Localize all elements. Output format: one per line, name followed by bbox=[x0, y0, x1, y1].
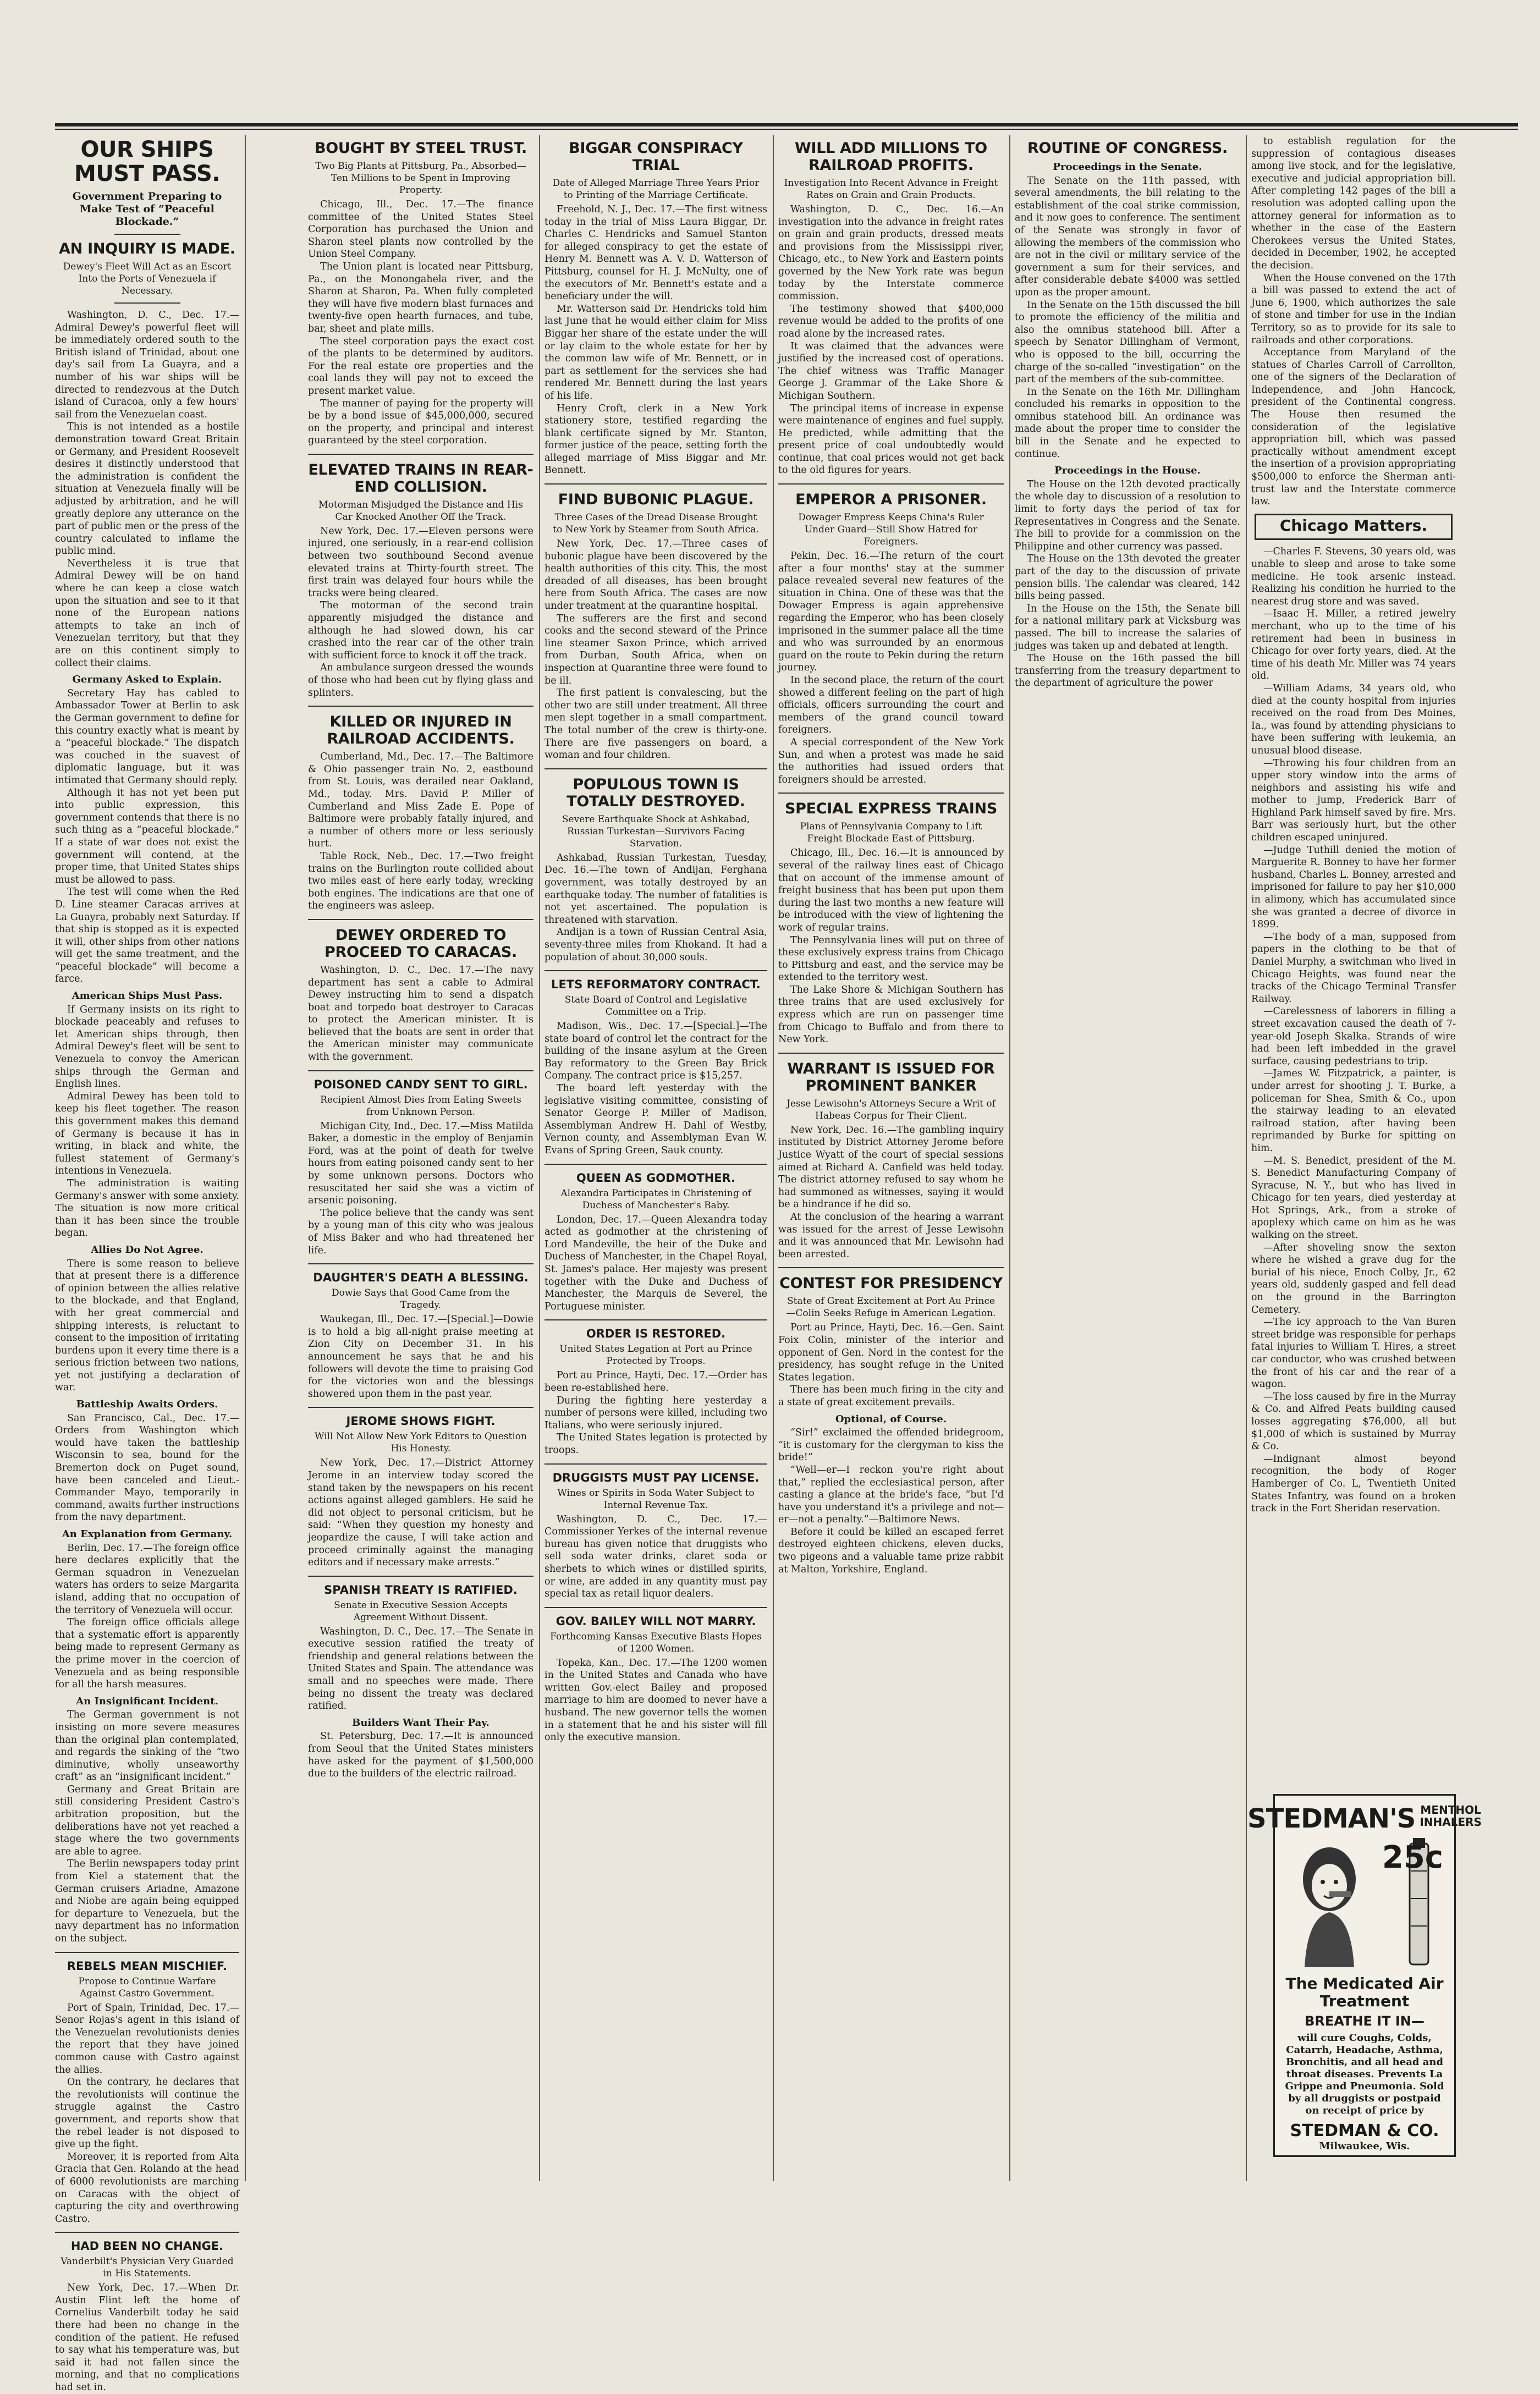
paragraph: If Germany insists on its right to blockade peaceably and refuses to let American ships through, then Admiral Dewey's fleet will be sent to Venezuela to convoy the American ships through the German and English lines. bbox=[55, 1004, 239, 1090]
subhead: Recipient Almost Dies from Eating Sweets from Unknown Person. bbox=[320, 1094, 521, 1118]
section-head: Builders Want Their Pay. bbox=[352, 1716, 490, 1729]
paragraph: Washington, D. C., Dec. 16.—An investigation into the advance in freight rates on grain and grain products, dressed meats and provisions from the Mississippi river, Chicago, etc., to New York and Eastern points governed by the New York rate was begun today by the Interstate commerce commission. bbox=[778, 204, 1004, 302]
paragraph: The Pennsylvania lines will put on three of these exclusively express trains from Chicago to Pittsburg and east, and the service may be extended to the territory west. bbox=[778, 934, 1004, 983]
paragraph: The steel corporation pays the exact cost of the plants to be determined by auditors. For the real estate ore properties and the coal lands they will pay not to exceed the present market value. bbox=[308, 335, 534, 397]
subhead: Forthcoming Kansas Executive Blasts Hopes of 1200 Women. bbox=[550, 1631, 762, 1654]
paragraph: Port of Spain, Trinidad, Dec. 17.—Senor Rojas's agent in this island of the Venezuelan revolutionists denies the report that they have joined common cause with Castro against the allies. bbox=[55, 2002, 239, 2076]
paragraph: New York, Dec. 17.—District Attorney Jerome in an interview today scored the stand taken by the newspapers on his recent actions against alleged gamblers. He said he did not object to personal criticism, but he said: “When they question my honesty and jeopardize the cause, I will take action and proceed criminally against the managing editors and if necessary make arrests.” bbox=[308, 1457, 534, 1569]
paragraph: Chicago, Ill., Dec. 16.—It is announced by several of the railway lines east of Chicago that on account of the immense amount of freight business that has been put upon them during the last two months a new feature will be introduced with the view of lightening the work of regular trains. bbox=[778, 847, 1004, 933]
headline: WARRANT IS ISSUED FOR PROMINENT BANKER bbox=[787, 1060, 995, 1094]
rule bbox=[544, 1164, 767, 1165]
paragraph: Washington, D. C., Dec. 17.—Commissioner Yerkes of the internal revenue bureau has given notice that druggists who sell soda water drinks, claret soda or sherbets to which wines or distilled spirits, or wine, are added in any quantity must pay special tax as retail liquor dealers. bbox=[544, 1514, 767, 1600]
paragraph: “Well—er—I reckon you're right about that,” replied the ecclesiastical person, after casting a glance at the bride's face, “but I'd have you understand it's a privilege and not—er—not a penalty.”—Baltimore News. bbox=[778, 1464, 1004, 1526]
paragraph: Topeka, Kan., Dec. 17.—The 1200 women in the United States and Canada who have written Gov.-elect Bailey and proposed marriage to him are doomed to never have a husband. The new governor tells the women in a statement that he and his sister will fill only the executive mansion. bbox=[544, 1657, 767, 1743]
subhead: Jesse Lewisohn's Attorneys Secure a Writ of Habeas Corpus for Their Client. bbox=[787, 1098, 996, 1121]
paragraph: On the contrary, he declares that the revolutionists will continue the struggle against the Castro government, and reports show that the rebel leader is not disposed to give up the fight. bbox=[55, 2077, 239, 2150]
paragraph: Although it has not yet been put into public expression, this government contends that there is no such thing as a “peaceful blockade.” If a state of war does not exist the government will contend, at the proper time, that United States ships must be allowed to pass. bbox=[55, 787, 239, 885]
paragraph: During the fighting here yesterday a number of persons were killed, including two Italians, who were seriously injured. bbox=[544, 1395, 767, 1431]
woman-illustration-icon bbox=[1291, 1841, 1368, 1967]
paragraph: In the Senate on the 16th Mr. Dillingham concluded his remarks in opposition to the omnibus statehood bill. An ordinance was made about the proper time to consider the bill in the Senate and he expected to continue. bbox=[1015, 386, 1240, 460]
headline: WILL ADD MILLIONS TO RAILROAD PROFITS. bbox=[795, 140, 987, 174]
paragraph: When the House convened on the 17th a bill was passed to extend the act of June 6, 1900, which authorizes the sale of stone and timber for use in the Indian Territory, so as to provide for its sale to railroads and other corporations. bbox=[1251, 272, 1456, 346]
paragraph: The House on the 16th passed the bill transferring from the treasury department to the department of agriculture the power bbox=[1015, 653, 1240, 689]
deck: Government Preparing to Make Test of “Peaceful Blockade.” bbox=[72, 190, 222, 228]
headline: OUR SHIPS MUST PASS. bbox=[74, 137, 220, 186]
paragraph: This is not intended as a hostile demonstration toward Great Britain or Germany, and President Roosevelt desires it distinctly understood that the administration is confident the situation at Venezuela finally will be adjusted by arbitration, and he will greatly deplore any utterance on the part of public men or the press of the country calculated to inflame the public mind. bbox=[55, 421, 239, 557]
headline: DRUGGISTS MUST PAY LICENSE. bbox=[552, 1471, 760, 1484]
subhead: Investigation Into Recent Advance in Freight Rates on Grain and Grain Products. bbox=[784, 178, 998, 201]
paragraph: —William Adams, 34 years old, who died at the county hospital from injuries received on the road from Des Moines, Ia., was found by attending physicians to have been suffering with leukemia, an unusual blood disease. bbox=[1251, 683, 1456, 756]
headline: LETS REFORMATORY CONTRACT. bbox=[551, 978, 761, 992]
paragraph: The foreign office officials allege that a systematic effort is apparently being made to represent Germany as the prime mover in the coercion of Venezuela and as being responsible for all the harsh measures. bbox=[55, 1617, 239, 1691]
column-rule bbox=[1246, 135, 1247, 2181]
subhead: Dowager Empress Keeps China's Ruler Under Guard—Still Show Hatred for Foreigners. bbox=[798, 512, 984, 548]
headline: HAD BEEN NO CHANGE. bbox=[70, 2239, 224, 2253]
paragraph: New York, Dec. 16.—The gambling inquiry instituted by District Attorney Jerome before Justice Wyatt of the court of special sessions aimed at Richard A. Canfield was held today. The district attorney refused to say whom he had summoned as witnesses, saying it would be a hindrance if he did so. bbox=[778, 1124, 1004, 1210]
paragraph: In the House on the 15th, the Senate bill for a national military park at Vicksburg was passed. The bill to increase the salaries of judges was taken up and debated at length. bbox=[1015, 603, 1240, 652]
paragraph: Cumberland, Md., Dec. 17.—The Baltimore & Ohio passenger train No. 2, eastbound from St. Louis, was derailed near Oakland, Md., today. Mrs. David P. Miller of Cumberland and Miss Zade E. Pope of Baltimore were probably fatally injured, and a number of others more or less seriously hurt. bbox=[308, 751, 534, 850]
paragraph: San Francisco, Cal., Dec. 17.—Orders from Washington which would have taken the battleship Wisconsin to sea, bound for the Bremerton dock on Puget sound, have been canceled and Lieut.-Commander Mayo, temporarily in command, awaits further instructions from the navy department. bbox=[55, 1412, 240, 1523]
paragraph: to establish regulation for the suppression of contagious diseases among live stock, and for the legislative, executive and judicial appropriation bill. After completing 142 pages of the bill a resolution was adopted calling upon the attorney general for information as to whether in the case of the Eastern Cherokees versus the United States, decided in December, 1902, he accepted the decision. bbox=[1251, 136, 1456, 271]
paragraph: The manner of paying for the property will be by a bond issue of $45,000,000, secured on the property, and principal and interest guaranteed by the steel corporation. bbox=[308, 398, 534, 447]
paragraph: The police believe that the candy was sent by a young man of this city who was jealous of Miss Baker and who had threatened her life. bbox=[308, 1207, 534, 1256]
subhead: Propose to Continue Warfare Against Castro Government. bbox=[78, 1975, 216, 1999]
paragraph: The House on the 12th devoted practically the whole day to discussion of a resolution to limit to forty days the period of tax for Representatives in Congress and the Senate. The bill to provide for a commission on the Philippine and other currency was passed. bbox=[1015, 478, 1240, 552]
paragraph: —After shoveling snow the sexton where he wished a grave dug for the burial of his niece, Enoch Colby, Jr., 62 years old, suddenly gasped and fell dead on the ground in the Barrington Cemetery. bbox=[1251, 1242, 1456, 1316]
paragraph: —James W. Fitzpatrick, a painter, is under arrest for shooting J. T. Burke, a policeman for Shea, Smith & Co., upon the stairway leading to an elevated railroad station, after having been reprimanded by Burke for spitting on him. bbox=[1251, 1068, 1456, 1154]
paragraph: Chicago, Ill., Dec. 17.—The finance committee of the United States Steel Corporation has purchased the Union and Sharon steel plants now controlled by the Union Steel Company. bbox=[308, 199, 534, 260]
paragraph: The House on the 13th devoted the greater part of the day to the discussion of private pension bills. The calendar was cleared, 142 bills being passed. bbox=[1015, 553, 1240, 602]
paragraph: Admiral Dewey has been told to keep his fleet together. The reason this government makes this demand of Germany is because it has in writing, in black and white, the fullest statement of Germany's intentions in Venezuela. bbox=[55, 1091, 239, 1177]
headline: POPULOUS TOWN IS TOTALLY DESTROYED. bbox=[566, 775, 745, 810]
paragraph: The testimony showed that $400,000 revenue would be added to the profits of one road alone by the increased rates. bbox=[778, 303, 1004, 339]
rule bbox=[544, 768, 767, 769]
paragraph: —The body of a man, supposed from papers in the clothing to be that of Daniel Murphy, a switchman who lived in Chicago Heights, was found near the tracks of the Chicago Terminal Transfer Railway. bbox=[1251, 931, 1456, 1005]
column-rule bbox=[1009, 135, 1010, 2181]
column-rule bbox=[245, 135, 246, 2181]
section-head: Proceedings in the Senate. bbox=[1053, 161, 1202, 173]
column-rule bbox=[539, 135, 540, 2181]
headline: REBELS MEAN MISCHIEF. bbox=[67, 1959, 228, 1973]
box-title: Chicago Matters. bbox=[1279, 516, 1428, 535]
paragraph: —Throwing his four children from an upper story window into the arms of neighbors and assisting his wife and mother to jump, Frederick Barr of Highland Park himself saved by fire. Mrs. Barr was seriously hurt, but the other children escaped uninjured. bbox=[1251, 757, 1456, 844]
paragraph: The test will come when the Red D. Line steamer Caracas arrives at La Guayra, probably next Saturday. If that ship is stopped as it is expected it will, other ships from other nations will get the same treatment, and the “peaceful blockade” will become a farce. bbox=[55, 887, 239, 985]
paragraph: Moreover, it is reported from Alta Gracia that Gen. Rolando at the head of 6000 revolutionists are marching on Caracas with the object of capturing the city and overthrowing Castro. bbox=[55, 2151, 239, 2225]
subhead: Alexandra Participates in Christening of Duchess of Manchester's Baby. bbox=[560, 1187, 751, 1211]
headline: EMPEROR A PRISONER. bbox=[795, 491, 987, 509]
paragraph: In the second place, the return of the court showed a different feeling on the part of high officials, officers surrounding the court and members of the grand council toward foreigners. bbox=[778, 675, 1004, 736]
paragraph: “Sir!” exclaimed the offended bridegroom, “it is customary for the clergyman to kiss the bride!” bbox=[778, 1427, 1004, 1463]
ad-headline: The Medicated Air Treatment bbox=[1285, 1974, 1444, 2010]
headline: SPECIAL EXPRESS TRAINS bbox=[785, 800, 997, 818]
paragraph: Waukegan, Ill., Dec. 17.—[Special.]—Dowie is to hold a big all-night praise meeting at Zion City on December 31. In his announcement he says that he and his followers will devote the time to praising God for the victories won and the blessings showered upon them in the past year. bbox=[308, 1314, 534, 1400]
ad-price: 25c bbox=[1382, 1840, 1443, 1875]
rule bbox=[544, 1319, 767, 1320]
headline: POISONED CANDY SENT TO GIRL. bbox=[314, 1077, 528, 1091]
rule bbox=[544, 483, 767, 485]
section-head: Germany Asked to Explain. bbox=[72, 674, 222, 686]
column-1 bbox=[55, 135, 240, 2393]
subhead: Dewey's Fleet Will Act as an Escort Into the Ports of Venezuela if Necessary. bbox=[63, 261, 232, 296]
subhead: State Board of Control and Legislative Committee on a Trip. bbox=[564, 994, 747, 1018]
rule bbox=[778, 793, 1004, 794]
stedmans-inhaler-ad bbox=[1247, 1794, 1482, 2157]
paragraph: —Judge Tuthill denied the motion of Marguerite R. Bonney to have her former husband, Charles L. Bonney, arrested and imprisoned for failure to pay her $10,000 in alimony, which has accumulated since she was granted a decree of divorce in 1899. bbox=[1251, 844, 1456, 931]
paragraph: The board left yesterday with the legislative visiting committee, consisting of Senator George P. Miller of Madison, Assemblyman Andrew H. Dahl of Westby, Vernon county, and Assemblyman Evan W. Evans of Spring Green, Sauk county. bbox=[544, 1083, 767, 1157]
subhead: Motorman Misjudged the Distance and His Car Knocked Another Off the Track. bbox=[318, 499, 523, 522]
ad-side-top: MENTHOL bbox=[1420, 1803, 1481, 1817]
subhead: Plans of Pennsylvania Company to Lift Freight Blockade East of Pittsburg. bbox=[800, 821, 982, 845]
paragraph: Before it could be killed an escaped ferret destroyed eighteen chickens, eleven ducks, two pigeons and a valuable tame prize rabbit at Malton, Yorkshire, England. bbox=[778, 1526, 1004, 1575]
paragraph: Washington, D. C., Dec. 17.—The navy department has sent a cable to Admiral Dewey instructing him to send a dispatch boat and torpedo boat destroyer to Caracas to protect the American minister. It is believed that the boats are sent in order that the American minister may communicate with the government. bbox=[308, 964, 534, 1063]
paragraph: The sufferers are the first and second cooks and the second steward of the Prince line steamer Saxon Prince, which arrived from Durban, South Africa, when on inspection at Quarantine three were found to be ill. bbox=[544, 613, 767, 686]
paragraph: There has been much firing in the city and a state of great excitement prevails. bbox=[778, 1384, 1004, 1408]
paragraph: St. Petersburg, Dec. 17.—It is announced from Seoul that the United States ministers have asked for the payment of $1,500,000 due to the builders of the electric railroad. bbox=[308, 1731, 534, 1780]
paragraph: The United States legation is protected by troops. bbox=[544, 1432, 767, 1456]
rule bbox=[114, 234, 180, 235]
masthead-rule-thin bbox=[55, 129, 1518, 130]
chicago-matters-box bbox=[1255, 514, 1453, 541]
headline: ROUTINE OF CONGRESS. bbox=[1027, 140, 1228, 157]
section-head: Battleship Awaits Orders. bbox=[76, 1399, 218, 1411]
ad-maker: STEDMAN & CO. bbox=[1290, 2121, 1439, 2140]
rule bbox=[308, 919, 534, 920]
paragraph: —Carelessness of laborers in filling a street excavation caused the death of 7-year-old Joseph Skalka. Strands of wire had been left imbedded in the gravel surface, causing pedestrians to trip. bbox=[1251, 1006, 1456, 1067]
subhead: Two Big Plants at Pittsburg, Pa., Absorbed—Ten Millions to be Spent in Improving Property. bbox=[315, 161, 526, 196]
headline: DAUGHTER'S DEATH A BLESSING. bbox=[313, 1271, 529, 1285]
rule bbox=[544, 1463, 767, 1465]
paragraph: —Charles F. Stevens, 30 years old, was unable to sleep and arose to take some medicine. He took arsenic instead. Realizing his condition he hurried to the nearest drug store and was saved. bbox=[1251, 546, 1456, 607]
column-5 bbox=[1015, 135, 1240, 2170]
paragraph: New York, Dec. 17.—When Dr. Austin Flint left the home of Cornelius Vanderbilt today he said there had been no change in the condition of the patient. He refused to say what his temperature was, but said it had not fallen since the morning, and that no complications had set in. bbox=[55, 2282, 239, 2393]
paragraph: The principal items of increase in expense were maintenance of engines and fuel supply. He predicted, while admitting that the present price of coal undoubtedly would continue, that coal prices would not get back to the old figures for years. bbox=[778, 403, 1004, 476]
paragraph: New York, Dec. 17.—Three cases of bubonic plague have been discovered by the health authorities of this city. This, the most dreaded of all diseases, has been brought here from South Africa. The cases are now under treatment at the quarantine hospital. bbox=[544, 538, 767, 612]
paragraph: The Berlin newspapers today print from Kiel a statement that the German cruisers Ariadne, Amazone and Niobe are again being equipped for departure to Venezuela, but the navy department has no information on the subject. bbox=[55, 1858, 239, 1944]
paragraph: In the Senate on the 15th discussed the bill to promote the efficiency of the militia and also the omnibus statehood bill. After a speech by Senator Dillingham of Vermont, who is opposed to the bill, occurring the charge of the so-called “investigation” on the part of the members of the sub-committee. bbox=[1015, 299, 1240, 386]
ad-body: will cure Coughs, Colds, Catarrh, Headache, Asthma, Bronchitis, and all head and throat diseases. Prevents La Grippe and Pneumonia. Sold by all druggists or postpaid on receipt of price by bbox=[1285, 2032, 1444, 2116]
section-head: American Ships Must Pass. bbox=[72, 990, 223, 1002]
column-6 bbox=[1251, 135, 1456, 1785]
rule bbox=[114, 302, 180, 304]
subhead: United States Legation at Port au Prince Protected by Troops. bbox=[559, 1344, 752, 1367]
subhead: Dowie Says that Good Came from the Tragedy. bbox=[331, 1287, 510, 1311]
subhead: State of Great Excitement at Port Au Prince—Colin Seeks Refuge in American Legation. bbox=[786, 1296, 996, 1319]
paragraph: —Isaac H. Miller, a retired jewelry merchant, who up to the time of his retirement had been in business in Chicago for over forty years, died. At the time of his death Mr. Miller was 74 years old. bbox=[1251, 608, 1456, 682]
headline: BOUGHT BY STEEL TRUST. bbox=[315, 140, 527, 157]
paragraph: The motorman of the second train apparently misjudged the distance and although he had slowed down, his car crashed into the rear car of the other train with sufficient force to knock it off the track. bbox=[308, 600, 534, 661]
headline: BIGGAR CONSPIRACY TRIAL bbox=[569, 140, 743, 174]
section-head: An Insignificant Incident. bbox=[76, 1695, 218, 1707]
column-rule bbox=[773, 135, 774, 2181]
headline: AN INQUIRY IS MADE. bbox=[59, 240, 235, 257]
paragraph: Henry Croft, clerk in a New York stationery store, testified regarding the blank certificate signed by Mr. Stanton, former justice of the peace, setting forth the alleged marriage of Miss Biggar and Mr. Bennett. bbox=[544, 403, 767, 476]
rule bbox=[778, 1053, 1004, 1054]
paragraph: —M. S. Benedict, president of the M. S. Benedict Manufacturing Company of Syracuse, N. Y., but who has lived in Chicago for ten years, died yesterday at Hot Springs, Ark., from a stroke of apoplexy which came on him as he was walking on the street. bbox=[1251, 1155, 1456, 1241]
paragraph: An ambulance surgeon dressed the wounds of those who had been cut by flying glass and splinters. bbox=[308, 662, 534, 698]
section-head: An Explanation from Germany. bbox=[62, 1528, 233, 1540]
headline: FIND BUBONIC PLAGUE. bbox=[558, 491, 754, 509]
paragraph: Washington, D. C., Dec. 17.—The Senate in executive session ratified the treaty of friendship and general relations between the United States and Spain. The attendance was small and no speeches were made. There being no dissent the treaty was declared ratified. bbox=[308, 1626, 534, 1712]
headline: SPANISH TREATY IS RATIFIED. bbox=[324, 1583, 518, 1597]
rule bbox=[308, 706, 534, 707]
paragraph: Mr. Watterson said Dr. Hendricks told him last June that he would either claim for Miss Biggar her share of the estate under the will or lay claim to the whole estate for her by the common law wife of Mr. Bennett, or in part as settlement for the services she had rendered Mr. Bennett during the last years of his life. bbox=[544, 303, 767, 401]
section-head: Optional, of Course. bbox=[835, 1413, 947, 1425]
rule bbox=[308, 1070, 534, 1071]
ad-breathe: BREATHE IT IN— bbox=[1305, 2013, 1425, 2029]
rule bbox=[544, 1607, 767, 1608]
headline: JEROME SHOWS FIGHT. bbox=[346, 1415, 496, 1428]
subhead: Severe Earthquake Shock at Ashkabad, Russian Turkestan—Survivors Facing Starvation. bbox=[562, 813, 750, 849]
section-head: Proceedings in the House. bbox=[1054, 465, 1201, 477]
rule bbox=[308, 1263, 534, 1264]
paragraph: Table Rock, Neb., Dec. 17.—Two freight trains on the Burlington route collided about two miles east of here early today, wrecking both engines. The indications are that one of the engineers was asleep. bbox=[308, 850, 534, 912]
paragraph: New York, Dec. 17.—Eleven persons were injured, one seriously, in a rear-end collision between two southbound Second avenue elevated trains at Thirty-fourth street. The first train was delayed four hours while the tracks were being cleared. bbox=[308, 525, 534, 599]
paragraph: The Lake Shore & Michigan Southern has three trains that are used exclusively for express which are run on passenger time from Chicago to Buffalo and from there to New York. bbox=[778, 984, 1004, 1045]
rule bbox=[308, 1576, 534, 1577]
masthead-rule bbox=[55, 123, 1518, 126]
paragraph: —The icy approach to the Van Buren street bridge was responsible for perhaps fatal injuries to William T. Hires, a street car conductor, who was crushed between the front of his car and the rear of a wagon. bbox=[1251, 1317, 1456, 1390]
subhead: Senate in Executive Session Accepts Agreement Without Dissent. bbox=[334, 1599, 508, 1623]
subhead: Three Cases of the Dread Disease Brought to New York by Steamer from South Africa. bbox=[553, 512, 759, 536]
paragraph: Port au Prince, Hayti, Dec. 16.—Gen. Saint Foix Colin, minister of the interior and opponent of Gen. Nord in the contest for the presidency, has sought refuge in the United States legation. bbox=[778, 1322, 1004, 1383]
subhead: Vanderbilt's Physician Very Guarded in His Statements. bbox=[61, 2256, 234, 2280]
paragraph: Pekin, Dec. 16.—The return of the court after a four months' stay at the summer palace revealed several new features of the situation in China. One of these was that the Dowager Empress is again apprehensive regarding the Emperor, who has been closely imprisoned in the summer palace all the time and who was surrounded by an enormous guard on the route to Pekin during the return journey. bbox=[778, 551, 1004, 674]
paragraph: The first patient is convalescing, but the other two are still under treatment. All three men slept together in a small compartment. The total number of the crew is thirty-one. There are five passengers on board, a woman and four children. bbox=[544, 687, 767, 761]
paragraph: Secretary Hay has cabled to Ambassador Tower at Berlin to ask the German government to define for this country exactly what is meant by a “peaceful blockade.” The dispatch was couched in the suavest of diplomatic language, but it was intimated that Germany should reply. bbox=[55, 687, 239, 786]
paragraph: Madison, Wis., Dec. 17.—[Special.]—The state board of control let the contract for the building of the insane asylum at the Green Bay reformatory to the Green Bay Brick Company. The contract price is $15,257. bbox=[544, 1021, 767, 1082]
paragraph: The Senate on the 11th passed, with several amendments, the bill relating to the establishment of the coal strike commission, and it now goes to conference. The sentiment of the Senate was strongly in favor of allowing the members of the commission who are not in the civil or military service of the government a sum for their services, and after considerable debate $4000 was settled upon as the proper amount. bbox=[1015, 175, 1240, 298]
paragraph: Andijan is a town of Russian Central Asia, seventy-three miles from Khokand. It had a population of about 30,000 souls. bbox=[544, 927, 767, 963]
paragraph: The administration is waiting Germany's answer with some anxiety. The situation is now more critical than it has been since the trouble began. bbox=[55, 1177, 239, 1239]
paragraph: Acceptance from Maryland of the statues of Charles Carroll of Carrollton, one of the signers of the Declaration of Independence, and John Hancock, president of the Continental congress. The House then resumed the consideration of the legislative appropriation bill, which was passed practically without amendment except the insertion of a provision appropriating $500,000 to enforce the Sherman anti-trust law and the Interstate commerce law. bbox=[1251, 347, 1456, 508]
headline: DEWEY ORDERED TO PROCEED TO CARACAS. bbox=[324, 926, 517, 961]
ad-city: Milwaukee, Wis. bbox=[1319, 2140, 1410, 2152]
column-3 bbox=[544, 135, 767, 2170]
paragraph: At the conclusion of the hearing a warrant was issued for the arrest of Jesse Lewisohn and it was announced that Mr. Lewisohn had been arrested. bbox=[778, 1212, 1004, 1260]
ad-brand-title: STEDMAN'S bbox=[1247, 1803, 1416, 1834]
headline: QUEEN AS GODMOTHER. bbox=[576, 1171, 736, 1185]
subhead: Wines or Spirits in Soda Water Subject to Internal Revenue Tax. bbox=[557, 1487, 755, 1511]
ad-side-bottom: INHALERS bbox=[1420, 1815, 1482, 1829]
paragraph: Ashkabad, Russian Turkestan, Tuesday, Dec. 16.—The town of Andijan, Ferghana government, was totally destroyed by an earthquake today. The number of fatalities is not yet ascertained. The population is threatened with starvation. bbox=[544, 852, 767, 926]
paragraph: Berlin, Dec. 17.—The foreign office here declares explicitly that the German squadron in Venezuelan waters has orders to seize Margarita island, adding that no occupation of the territory of Venezuela will occur. bbox=[55, 1542, 239, 1616]
paragraph: The German government is not insisting on more severe measures than the original plan contemplated, and regards the sinking of the “two diminutive, wholly unseaworthy craft” as an “insignificant incident.” bbox=[55, 1709, 239, 1783]
column-2 bbox=[308, 135, 534, 2170]
paragraph: Nevertheless it is true that Admiral Dewey will be on hand where he can keep a close watch upon the situation and see to it that none of the European nations attempts to take an inch of Venezuelan territory, but that they are on this continent simply to collect their claims. bbox=[55, 558, 239, 669]
headline: ELEVATED TRAINS IN REAR-END COLLISION. bbox=[308, 461, 534, 496]
paragraph: Freehold, N. J., Dec. 17.—The first witness today in the trial of Miss Laura Biggar, Dr. Charles C. Hendricks and Samuel Stanton for alleged conspiracy to get the estate of Henry M. Bennett was A. V. D. Watterson of Pittsburg, counsel for H. J. McNulty, one of the executors of Mr. Bennett's estate and a beneficiary under the will. bbox=[544, 204, 767, 302]
rule bbox=[544, 970, 767, 971]
paragraph: The Union plant is located near Pittsburg, Pa., on the Monongahela river, and the Sharon at Sharon, Pa. When fully completed they will have five modern blast furnaces and twenty-five open hearth furnaces, and tube, bar, sheet and plate mills. bbox=[308, 261, 534, 334]
paragraph: Port au Prince, Hayti, Dec. 17.—Order has been re-established here. bbox=[544, 1370, 767, 1394]
rule bbox=[778, 1267, 1004, 1268]
paragraph: —The loss caused by fire in the Murray & Co. and Alfred Peats building caused losses aggregating $76,000, all but $1,000 of which is sustained by Murray & Co. bbox=[1251, 1391, 1456, 1452]
paragraph: A special correspondent of the New York Sun, and when a protest was made he said the authorities had issued orders that foreigners should be arrested. bbox=[778, 736, 1004, 785]
rule bbox=[55, 1952, 239, 1953]
paragraph: It was claimed that the advances were justified by the increased cost of operations. The chief witness was Traffic Manager George J. Grammar of the Lake Shore & Michigan Southern. bbox=[778, 340, 1004, 401]
rule bbox=[778, 483, 1004, 485]
rule bbox=[308, 1407, 534, 1408]
subhead: Date of Alleged Marriage Three Years Prior to Printing of the Marriage Certificate. bbox=[552, 178, 760, 201]
paragraph: London, Dec. 17.—Queen Alexandra today acted as godmother at the christening of Lord Mandeville, the heir of the Duke and Duchess of Manchester, in the Chapel Royal, St. James's palace. Her majesty was present together with the Duke and Duchess of Manchester, the Marquis de Severel, the Portuguese minister. bbox=[544, 1214, 767, 1312]
column-4 bbox=[778, 135, 1004, 2170]
paragraph: —Indignant almost beyond recognition, the body of Roger Hamberger of Co. L, Twentieth United States Infantry, was found on a broken track in the Fort Sheridan reservation. bbox=[1251, 1453, 1456, 1515]
paragraph: Germany and Great Britain are still considering President Castro's arbitration proposition, but the deliberations have not yet reached a stage where the two governments are able to agree. bbox=[55, 1784, 239, 1857]
paragraph: Washington, D. C., Dec. 17.—Admiral Dewey's powerful fleet will be immediately ordered south to the British island of Trinidad, about one day's sail from La Guayra, and a number of his war ships will be directed to rendezvous at the Dutch island of Curacoa, only a few hours' sail from the Venezuelan coast. bbox=[55, 310, 239, 420]
subhead: Will Not Allow New York Editors to Question His Honesty. bbox=[315, 1431, 527, 1455]
rule bbox=[308, 454, 534, 455]
paragraph: There is some reason to believe that at present there is a difference of opinion between the allies relative to the blockade, and that England, with her great commercial and shipping interests, is reluctant to consent to the imposition of irritating burdens upon it every time there is a serious friction between two nations, yet not justifying a declaration of war. bbox=[55, 1258, 239, 1394]
rule bbox=[55, 2232, 239, 2233]
paragraph: Michigan City, Ind., Dec. 17.—Miss Matilda Baker, a domestic in the employ of Benjamin Ford, was at the point of death for twelve hours from eating poisoned candy sent to her by some unknown persons. Doctors who resuscitated her said she was a victim of arsenic poisoning. bbox=[308, 1120, 534, 1207]
headline: CONTEST FOR PRESIDENCY bbox=[779, 1275, 1003, 1292]
headline: ORDER IS RESTORED. bbox=[586, 1327, 726, 1341]
headline: KILLED OR INJURED IN RAILROAD ACCIDENTS. bbox=[327, 713, 515, 748]
headline: GOV. BAILEY WILL NOT MARRY. bbox=[556, 1614, 756, 1628]
section-head: Allies Do Not Agree. bbox=[91, 1243, 204, 1256]
